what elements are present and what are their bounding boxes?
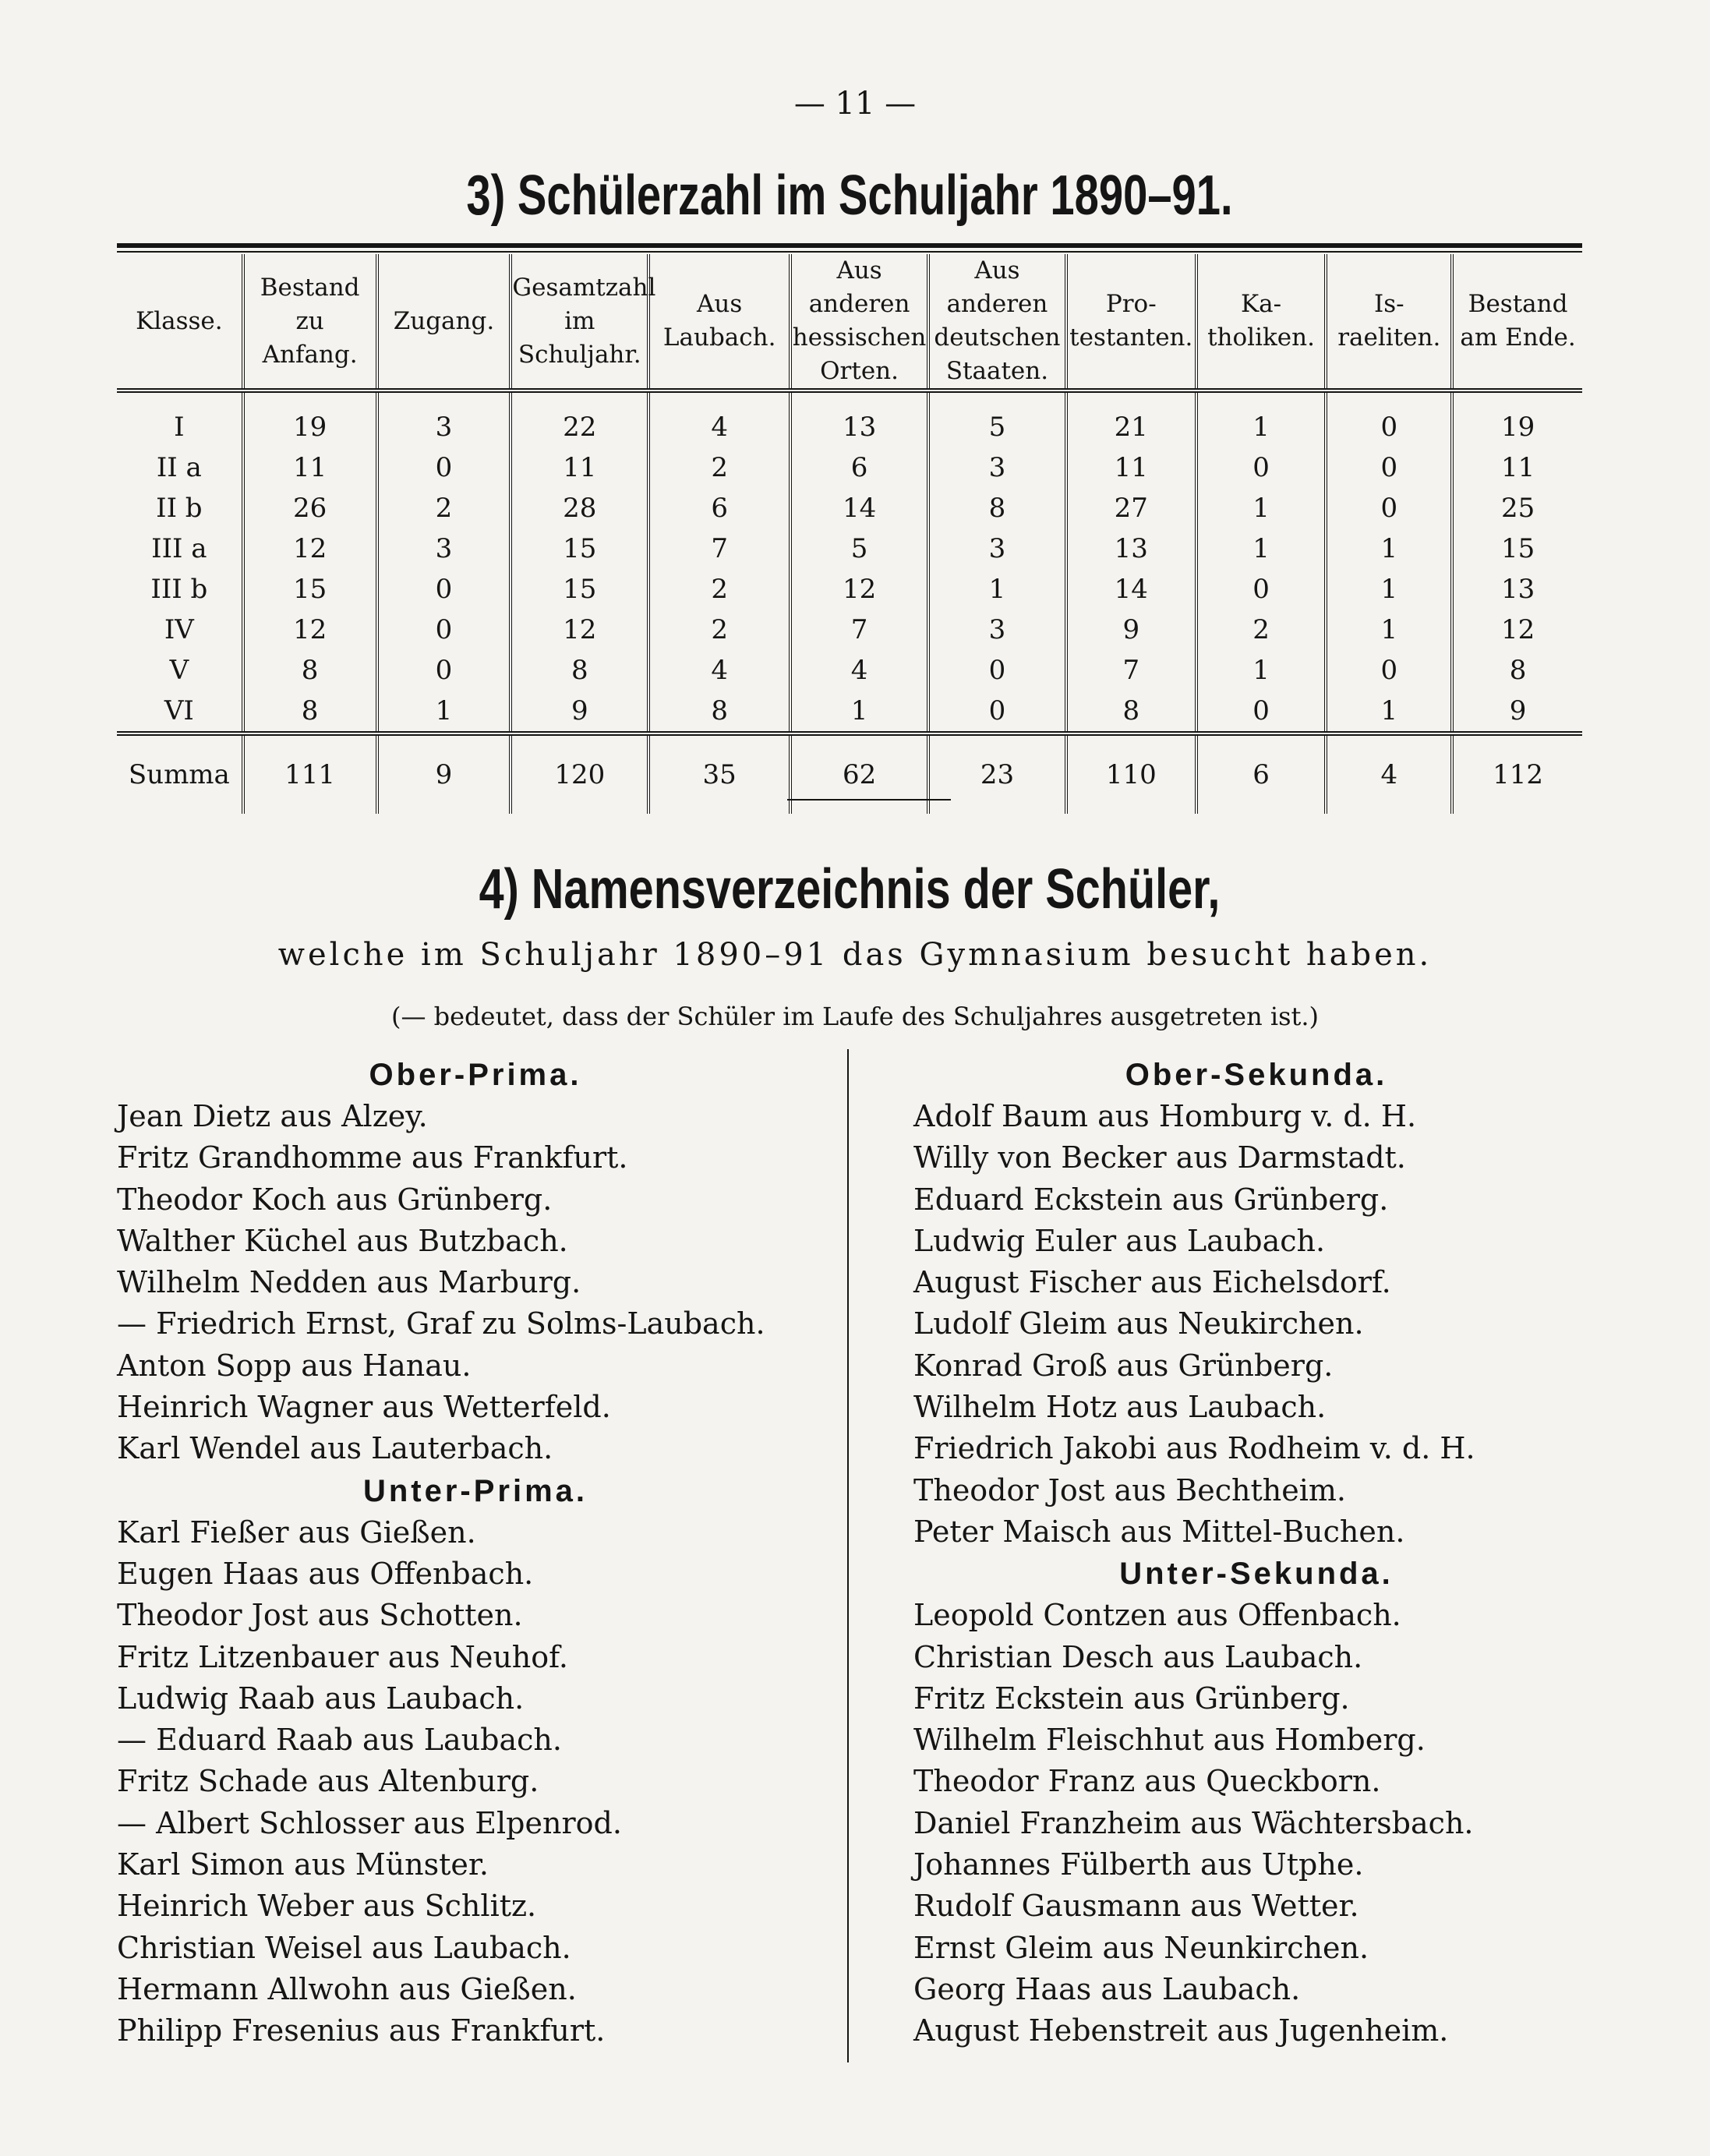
list-item: Johannes Fülberth aus Utphe. (913, 1847, 1364, 1882)
table-cell: 1 (928, 569, 1066, 610)
table-cell: 5 (790, 528, 928, 569)
list-item: Jean Dietz aus Alzey. (117, 1099, 428, 1133)
table-cell: 23 (928, 733, 1066, 814)
section-heading-unter-sekunda: Unter-Sekunda. (1119, 1557, 1394, 1592)
right-column (913, 1054, 1599, 2052)
table-cell: 11 (1452, 447, 1582, 488)
table-cell: 8 (243, 691, 377, 733)
table-cell: 9 (511, 691, 648, 733)
list-item: Fritz Grandhomme aus Frankfurt. (117, 1140, 628, 1175)
header-klasse: Klasse. (117, 254, 243, 391)
list-item: Christian Weisel aus Laubach. (117, 1930, 571, 1965)
table-cell: 0 (377, 447, 511, 488)
table-cell: 26 (243, 488, 377, 528)
table-cell: 1 (1196, 528, 1327, 569)
table-cell: 3 (928, 528, 1066, 569)
table-cell: 12 (243, 528, 377, 569)
table-cell: 0 (377, 610, 511, 650)
student-count-table (117, 254, 1582, 814)
table-cell: 1 (377, 691, 511, 733)
table-row (117, 691, 1582, 733)
table-cell: 9 (1066, 610, 1196, 650)
section-heading-ober-sekunda: Ober-Sekunda. (1125, 1058, 1388, 1092)
list-item: — Eduard Raab aus Laubach. (117, 1723, 562, 1758)
list-item: Fritz Schade aus Altenburg. (117, 1764, 539, 1799)
list-item: August Fischer aus Eichelsdorf. (913, 1265, 1391, 1300)
list-item: Theodor Jost aus Bechtheim. (913, 1472, 1346, 1507)
table-cell: I (174, 412, 185, 443)
table-row (117, 447, 1582, 488)
table-cell: 0 (1326, 650, 1452, 691)
table-cell: 0 (1326, 488, 1452, 528)
table-cell: 8 (648, 691, 790, 733)
header-zugang: Zugang. (377, 254, 511, 391)
table-cell: 0 (1326, 391, 1452, 447)
table-cell: 11 (511, 447, 648, 488)
list-item: Rudolf Gausmann aus Wetter. (913, 1889, 1359, 1924)
table-cell: 8 (1066, 691, 1196, 733)
table-cell: 8 (928, 488, 1066, 528)
table-cell: 11 (243, 447, 377, 488)
table-cell: 9 (1452, 691, 1582, 733)
statistics-heading: 3) Schülerzahl im Schuljahr 1890–91. (466, 164, 1233, 227)
table-cell: 4 (648, 391, 790, 447)
table-cell: V (169, 655, 189, 686)
list-item: — Albert Schlosser aus Elpenrod. (117, 1805, 622, 1840)
table-cell: 15 (243, 569, 377, 610)
table-cell: 1 (1196, 650, 1327, 691)
section-heading-ober-prima: Ober-Prima. (369, 1058, 582, 1092)
table-cell: III b (150, 574, 208, 605)
table-cell: 35 (648, 733, 790, 814)
list-item: Wilhelm Fleischhut aus Homberg. (913, 1723, 1426, 1758)
list-item: Philipp Fresenius aus Frankfurt. (117, 2013, 606, 2048)
header-protestanten: Pro- testanten. (1066, 254, 1196, 391)
table-cell: Summa (117, 733, 243, 814)
header-katholiken: Ka- tholiken. (1196, 254, 1327, 391)
table-cell: 7 (1066, 650, 1196, 691)
table-cell: 110 (1066, 733, 1196, 814)
list-item: Peter Maisch aus Mittel-Buchen. (913, 1514, 1405, 1549)
section-heading-unter-prima: Unter-Prima. (362, 1473, 588, 1508)
list-item: Heinrich Wagner aus Wetterfeld. (117, 1390, 611, 1425)
table-row (117, 569, 1582, 610)
header-gesamtzahl: Gesamtzahl im Schuljahr. (511, 254, 648, 391)
list-item: Theodor Jost aus Schotten. (117, 1598, 523, 1633)
column-divider (847, 1049, 849, 2062)
table-cell: 1 (790, 691, 928, 733)
table-cell: 13 (1066, 528, 1196, 569)
list-item: Ludolf Gleim aus Neukirchen. (913, 1306, 1364, 1341)
table-cell: 62 (790, 733, 928, 814)
header-bestand-anfang: Bestand zu Anfang. (243, 254, 377, 391)
list-item: Wilhelm Hotz aus Laubach. (913, 1390, 1327, 1425)
table-cell: 12 (790, 569, 928, 610)
table-cell: 0 (1196, 447, 1327, 488)
table-cell: 3 (377, 391, 511, 447)
table-cell: 0 (1196, 569, 1327, 610)
table-cell: 13 (1452, 569, 1582, 610)
table-row (117, 650, 1582, 691)
table-row (117, 610, 1582, 650)
table-cell: 4 (1326, 733, 1452, 814)
list-item: Karl Fießer aus Gießen. (117, 1515, 476, 1550)
table-cell: 0 (1326, 447, 1452, 488)
list-item: August Hebenstreit aus Jugenheim. (913, 2013, 1449, 2048)
table-cell: 120 (511, 733, 648, 814)
list-item: Daniel Franzheim aus Wächtersbach. (913, 1805, 1474, 1840)
table-cell: 4 (790, 650, 928, 691)
list-item: Karl Simon aus Münster. (117, 1847, 489, 1882)
table-cell: 13 (790, 391, 928, 447)
header-deutsche-staaten: Aus anderen deutschen Staaten. (928, 254, 1066, 391)
list-item: Anton Sopp aus Hanau. (117, 1348, 472, 1383)
table-cell: 27 (1066, 488, 1196, 528)
table-cell: 3 (928, 610, 1066, 650)
heading-rule-thick (117, 243, 1582, 248)
table-cell: 1 (1326, 691, 1452, 733)
table-cell: 7 (790, 610, 928, 650)
table-cell: 0 (928, 650, 1066, 691)
list-item: Adolf Baum aus Homburg v. d. H. (913, 1099, 1417, 1133)
table-cell: 15 (1452, 528, 1582, 569)
table-cell: 8 (243, 650, 377, 691)
table-cell: 2 (648, 610, 790, 650)
table-cell: 22 (511, 391, 648, 447)
list-item: Heinrich Weber aus Schlitz. (117, 1889, 537, 1924)
table-cell: 2 (377, 488, 511, 528)
table-cell: 0 (377, 569, 511, 610)
table-cell: 8 (511, 650, 648, 691)
header-aus-laubach: Aus Laubach. (648, 254, 790, 391)
list-item: Friedrich Jakobi aus Rodheim v. d. H. (913, 1431, 1475, 1466)
table-cell: 0 (377, 650, 511, 691)
table-cell: 15 (511, 569, 648, 610)
table-cell: 2 (1196, 610, 1327, 650)
table-cell: 7 (648, 528, 790, 569)
header-hessische-orte: Aus anderen hessischen Orten. (790, 254, 928, 391)
list-item: Ludwig Raab aus Laubach. (117, 1681, 525, 1716)
header-bestand-ende: Bestand am Ende. (1452, 254, 1582, 391)
list-item: Fritz Litzenbauer aus Neuhof. (117, 1639, 568, 1674)
table-cell: 2 (648, 569, 790, 610)
table-cell: 6 (1196, 733, 1327, 814)
left-column (117, 1054, 834, 2052)
table-cell: 11 (1066, 447, 1196, 488)
names-note: (— bedeutet, dass der Schüler im Laufe des Schuljahres ausgetreten ist.) (390, 1002, 1320, 1031)
table-cell: II a (156, 452, 202, 483)
table-cell: 12 (511, 610, 648, 650)
list-item: Hermann Allwohn aus Gießen. (117, 1971, 577, 2006)
table-sum-row (117, 733, 1582, 814)
table-cell: 111 (243, 733, 377, 814)
table-cell: 19 (1452, 391, 1582, 447)
table-cell: 1 (1326, 528, 1452, 569)
list-item: Eugen Haas aus Offenbach. (117, 1556, 534, 1591)
table-cell: 2 (648, 447, 790, 488)
table-cell: IV (164, 614, 194, 645)
table-cell: 25 (1452, 488, 1582, 528)
list-item: Leopold Contzen aus Offenbach. (913, 1598, 1401, 1633)
list-item: Konrad Groß aus Grünberg. (913, 1348, 1334, 1383)
list-item: Walther Küchel aus Butzbach. (117, 1223, 568, 1258)
list-item: Fritz Eckstein aus Grünberg. (913, 1681, 1350, 1716)
table-cell: VI (164, 695, 194, 726)
names-subtitle: welche im Schuljahr 1890–91 das Gymnasium besucht haben. (277, 937, 1433, 973)
table-cell: 14 (1066, 569, 1196, 610)
table-cell: 15 (511, 528, 648, 569)
table-cell: 12 (243, 610, 377, 650)
table-cell: 21 (1066, 391, 1196, 447)
table-cell: 1 (1326, 569, 1452, 610)
table-cell: 0 (1196, 691, 1327, 733)
list-item: Ernst Gleim aus Neunkirchen. (913, 1930, 1369, 1965)
table-cell: 9 (377, 733, 511, 814)
table-row (117, 488, 1582, 528)
names-heading: 4) Namensverzeichnis der Schüler, (479, 858, 1221, 921)
list-item: — Friedrich Ernst, Graf zu Solms-Laubach. (117, 1306, 765, 1341)
table-cell: 1 (1326, 610, 1452, 650)
table-cell: 4 (648, 650, 790, 691)
table-row (117, 391, 1582, 447)
list-item: Georg Haas aus Laubach. (913, 1971, 1301, 2006)
table-cell: 6 (790, 447, 928, 488)
table-cell: 6 (648, 488, 790, 528)
list-item: Theodor Franz aus Queckborn. (913, 1764, 1381, 1799)
list-item: Karl Wendel aus Lauterbach. (117, 1431, 553, 1466)
section-separator (787, 799, 951, 801)
table-cell: 19 (243, 391, 377, 447)
table-cell: III a (151, 533, 207, 564)
table-cell: 12 (1452, 610, 1582, 650)
list-item: Christian Desch aus Laubach. (913, 1639, 1363, 1674)
table-cell: 1 (1196, 391, 1327, 447)
list-item: Wilhelm Nedden aus Marburg. (117, 1265, 581, 1300)
list-item: Ludwig Euler aus Laubach. (913, 1223, 1326, 1258)
table-cell: 28 (511, 488, 648, 528)
table-cell: 1 (1196, 488, 1327, 528)
table-cell: II b (156, 493, 203, 524)
table-cell: 3 (928, 447, 1066, 488)
list-item: Theodor Koch aus Grünberg. (117, 1182, 553, 1217)
table-header-row (117, 254, 1582, 391)
table-row (117, 528, 1582, 569)
header-israeliten: Is- raeliten. (1326, 254, 1452, 391)
table-cell: 8 (1452, 650, 1582, 691)
heading-rule-thin (117, 251, 1582, 253)
table-cell: 14 (790, 488, 928, 528)
page-number: — 11 — (793, 86, 917, 122)
list-item: Eduard Eckstein aus Grünberg. (913, 1182, 1389, 1217)
table-cell: 0 (928, 691, 1066, 733)
list-item: Willy von Becker aus Darmstadt. (913, 1140, 1406, 1175)
table-cell: 3 (377, 528, 511, 569)
table-cell: 5 (928, 391, 1066, 447)
table-cell: 112 (1452, 733, 1582, 814)
